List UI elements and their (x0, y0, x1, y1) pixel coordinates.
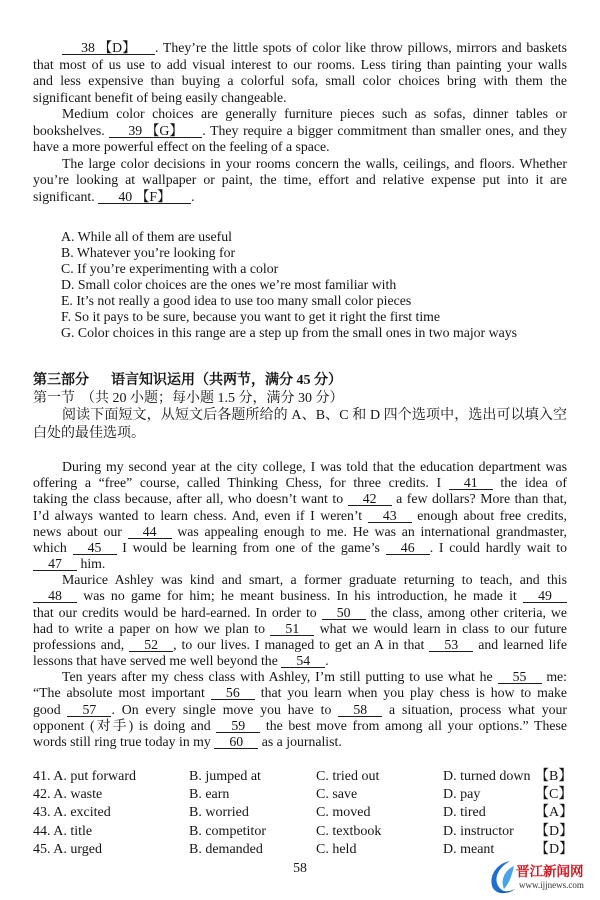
answer-blank: 47 (33, 558, 77, 571)
option-item: D. Small color choices are the ones we’re most familiar with (61, 277, 397, 292)
text-line (33, 189, 567, 206)
line-text: I would be learning from one of the game’s (116, 539, 386, 555)
answer-blank: 38 【D】 (62, 42, 155, 55)
watermark-url: www.ijjnews.com (519, 880, 584, 890)
line-text: taking the class because, after all, who doesn’t want to (33, 491, 348, 507)
option-b: B. demanded (189, 841, 263, 857)
line-text: the class, among other criteria, we (365, 604, 567, 620)
part-title-text: 语言知识运用（共两节，满分 45 分） (111, 373, 342, 388)
answer-blank: 48 (33, 590, 77, 603)
answer-blank: 42 (348, 493, 392, 506)
text-line (33, 653, 567, 669)
line-text: . I could hardly wait to (429, 539, 567, 555)
text-line (33, 621, 567, 637)
part-label: 第三部分 (33, 373, 89, 388)
line-text: During my second year at the city college, I was told that the education department was (62, 459, 567, 474)
answer-blank: 58 (338, 704, 382, 717)
answer-blank: 59 (216, 720, 260, 733)
swirl-logo-icon (489, 859, 517, 895)
line-text: have a more powerful effect on the feeling of a space. (33, 139, 330, 154)
question-row (33, 841, 574, 859)
option-c: C. moved (316, 805, 371, 821)
answer-blank: 57 (67, 704, 111, 717)
text-line (33, 106, 567, 123)
line-text: . They’re the little spots of color like throw pillows, mirrors and baskets (155, 40, 567, 55)
option-item: C. If you’re experimenting with a color (61, 261, 279, 276)
text-line (33, 605, 567, 621)
line-text: had to write a paper on how we plan to (33, 620, 271, 636)
line-text: “The absolute most important (33, 685, 211, 701)
line-text: and less expensive than buying a colorful sofa, small color choices bring with them the (33, 73, 567, 88)
option-d: D. tired (443, 805, 486, 821)
line-text: good (33, 701, 68, 717)
text-line (33, 524, 567, 540)
text-line (33, 156, 567, 173)
option-item: B. Whatever you’re looking for (61, 245, 236, 260)
line-text: as a journalist. (258, 733, 342, 749)
option-d: D. meant (443, 841, 495, 857)
line-text: , to our lives. I managed to get an A in that (173, 636, 430, 652)
text-line (33, 572, 567, 588)
line-text: words still ring true today in my (33, 733, 215, 749)
answer-blank: 39 【G】 (109, 125, 202, 138)
answer-blank: 51 (270, 623, 314, 636)
line-text: you’re looking at wallpaper or paint, the time, effort and relative expense put into it are (33, 172, 567, 187)
answer-key: 【D】 (535, 841, 574, 857)
section-header (33, 372, 567, 443)
line-text: . They require a bigger commitment than smaller ones, and they (202, 122, 567, 138)
option-a: 41. A. put forward (33, 769, 137, 784)
line-text: which (33, 539, 73, 555)
option-b: B. jumped at (189, 769, 261, 784)
answer-blank: 55 (498, 671, 542, 684)
seven-choose-five-passage (33, 40, 567, 205)
line-text: the idea of (492, 475, 567, 491)
line-text: was appealing enough to me. He was an international grandmaster, (171, 523, 567, 539)
option-a: 42. A. waste (33, 787, 103, 803)
line-text: that most of us use to add visual interest to our rooms. Less tiring than painting your walls (33, 56, 567, 72)
answer-blank: 50 (322, 607, 366, 620)
text-line (33, 685, 567, 701)
option-c: C. tried out (316, 769, 380, 784)
answer-key: 【D】 (535, 823, 574, 839)
answer-blank: 53 (429, 639, 473, 652)
answer-blank: 49 (523, 590, 567, 603)
answer-blank: 44 (128, 526, 172, 539)
line-text: a few dollars? More than that, (391, 491, 568, 507)
option-a: 44. A. title (33, 823, 93, 839)
watermark (489, 858, 594, 898)
answer-blank: 43 (368, 510, 412, 523)
text-line (33, 459, 567, 475)
text-line (33, 540, 567, 556)
line-text: me: (541, 669, 568, 685)
cloze-passage (33, 459, 567, 750)
subsection-label: 第一节 (33, 390, 75, 406)
line-text: The large color decisions in your rooms concern the walls, ceilings, and floors. Whether (62, 155, 567, 171)
option-item: F. So it pays to be sure, because you want to get it right the first time (61, 309, 441, 324)
answer-blank: 54 (281, 655, 325, 668)
text-line (33, 588, 567, 604)
text-line (33, 637, 567, 653)
text-line (33, 57, 567, 74)
answer-blank: 40 【F】 (98, 191, 191, 204)
option-item: E. It’s not really a good idea to use too many small color pieces (61, 293, 412, 308)
option-b: B. worried (189, 805, 249, 821)
answer-blank: 46 (386, 542, 430, 555)
line-text: and learned life (473, 636, 567, 652)
line-text: lessons that have served me well beyond the (33, 653, 282, 669)
text-line (33, 702, 567, 718)
option-a: 45. A. urged (33, 841, 102, 857)
line-text: Medium color choices are generally furniture pieces such as sofas, dinner tables or (62, 106, 567, 121)
answer-blank: 60 (214, 736, 258, 749)
answer-blank: 52 (129, 639, 173, 652)
text-line (33, 669, 567, 685)
answer-blank: 45 (73, 542, 117, 555)
option-a: 43. A. excited (33, 805, 111, 821)
question-row (33, 768, 573, 786)
option-c: C. save (316, 787, 358, 803)
text-line (33, 139, 567, 156)
option-c: C. textbook (316, 823, 382, 839)
line-text: . (325, 653, 329, 669)
line-text: Maurice Ashley was kind and smart, a former graduate returning to teach, and this (62, 572, 567, 588)
text-line (33, 475, 567, 491)
question-row (33, 786, 573, 804)
question-row (33, 823, 574, 841)
text-line (33, 718, 567, 734)
option-item: A. While all of them are useful (61, 229, 232, 244)
subsection-title-text: （共 20 小题；每小题 1.5 分，满分 30 分） (81, 390, 344, 406)
instructions-line: 阅读下面短文，从短文后各题所给的 A、B、C 和 D 四个选项中，选出可以填入空 (62, 408, 567, 424)
line-text: news about our (33, 523, 128, 539)
text-line (33, 508, 567, 524)
option-d: D. pay (443, 787, 481, 803)
line-text: significant benefit of being easily changeable. (33, 89, 287, 105)
question-row (33, 804, 574, 822)
option-item: G. Color choices in this range are a step up from the small ones in two major ways (61, 325, 517, 340)
answer-blank: 41 (449, 477, 493, 490)
text-line (33, 90, 567, 107)
line-text: Ten years after my chess class with Ashley, I’m still putting to use what he (62, 669, 498, 685)
text-line (33, 734, 567, 750)
line-text: what we would learn in class to our future (314, 620, 567, 636)
subsection-title (33, 390, 567, 408)
text-line (33, 556, 567, 572)
line-text: was no game for him; he meant business. In his introduction, he made it (77, 588, 523, 604)
line-text: I’d always wanted to learn chess. And, even if I weren’t (33, 507, 368, 523)
page-number: 58 (293, 860, 307, 875)
option-b: B. competitor (189, 823, 266, 839)
line-text: professions and, (33, 636, 130, 652)
answer-blank: 56 (211, 687, 255, 700)
question-options-table (33, 768, 574, 859)
option-b: B. earn (189, 787, 230, 803)
line-text: . On every single move you have to (111, 701, 339, 717)
line-text: that our credits would be hard-earned. In order to (33, 604, 322, 620)
watermark-site-name: 晋江新闻网 (516, 864, 584, 879)
text-line (33, 73, 567, 90)
instructions-line: 白处的最佳选项。 (33, 426, 145, 442)
text-line (33, 40, 567, 57)
answer-key: 【C】 (535, 787, 573, 803)
line-text: the best move from among all your options.” These (260, 717, 567, 733)
option-c: C. held (316, 841, 357, 857)
answer-key: 【B】 (535, 769, 573, 784)
text-line (33, 123, 567, 140)
line-text: a situation, process what your (382, 701, 568, 717)
line-text: that you learn when you play chess is how to make (254, 685, 567, 701)
text-line (33, 491, 567, 507)
line-text: opponent (对手) is doing and (33, 717, 217, 733)
option-list (61, 229, 571, 341)
line-text: bookshelves. (33, 122, 110, 138)
line-text: him. (77, 556, 106, 572)
line-text: offering a “free” course, called Thinking Chess, for three credits. I (33, 475, 449, 491)
answer-key: 【A】 (535, 805, 574, 821)
option-d: D. instructor (443, 823, 514, 839)
text-line (33, 172, 567, 189)
line-text: enough about free credits, (411, 507, 567, 523)
option-d: D. turned down (443, 769, 531, 784)
line-text: . (191, 188, 195, 204)
line-text: significant. (33, 188, 99, 204)
part-title (33, 372, 567, 390)
